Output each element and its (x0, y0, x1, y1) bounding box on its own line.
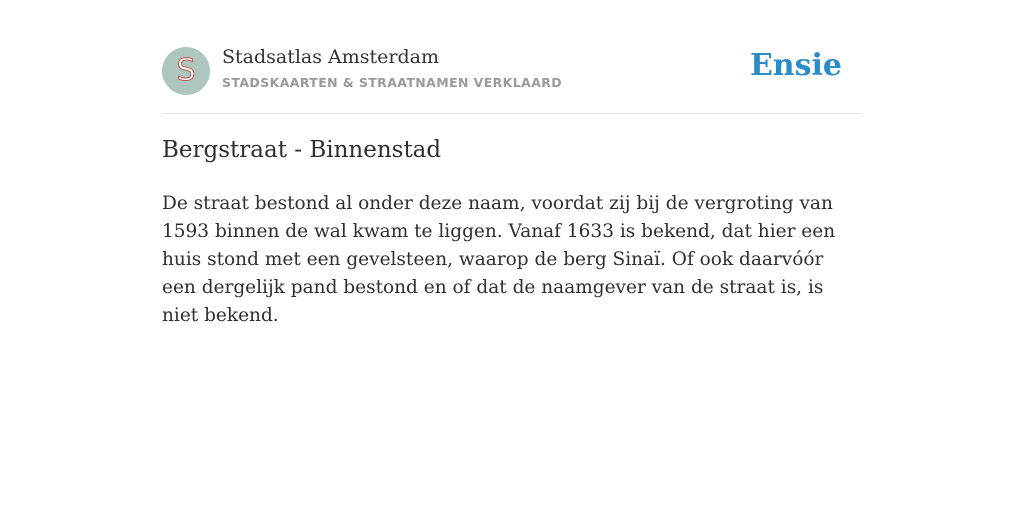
site-header (162, 0, 862, 114)
site-avatar[interactable]: S (162, 47, 210, 95)
site-name[interactable]: Stadsatlas Amsterdam (222, 46, 440, 68)
article-body: De straat bestond al onder deze naam, voordat zij bij de vergroting van 1593 binnen de wal kwam te liggen. Vanaf 1633 is bekend, dat hier een huis stond met een gevelsteen, waarop de berg Sinaï. Of ook daarvóór een dergelijk pand bestond en of dat de naamgever van de straat is, is niet bekend. (162, 193, 836, 326)
site-tagline: STADSKAARTEN & STRAATNAMEN VERKLAARD (222, 75, 563, 90)
ensie-logo-link[interactable]: Ensie (749, 48, 842, 83)
page-container (162, 0, 862, 326)
page-title: Bergstraat - Binnenstad (162, 137, 442, 163)
